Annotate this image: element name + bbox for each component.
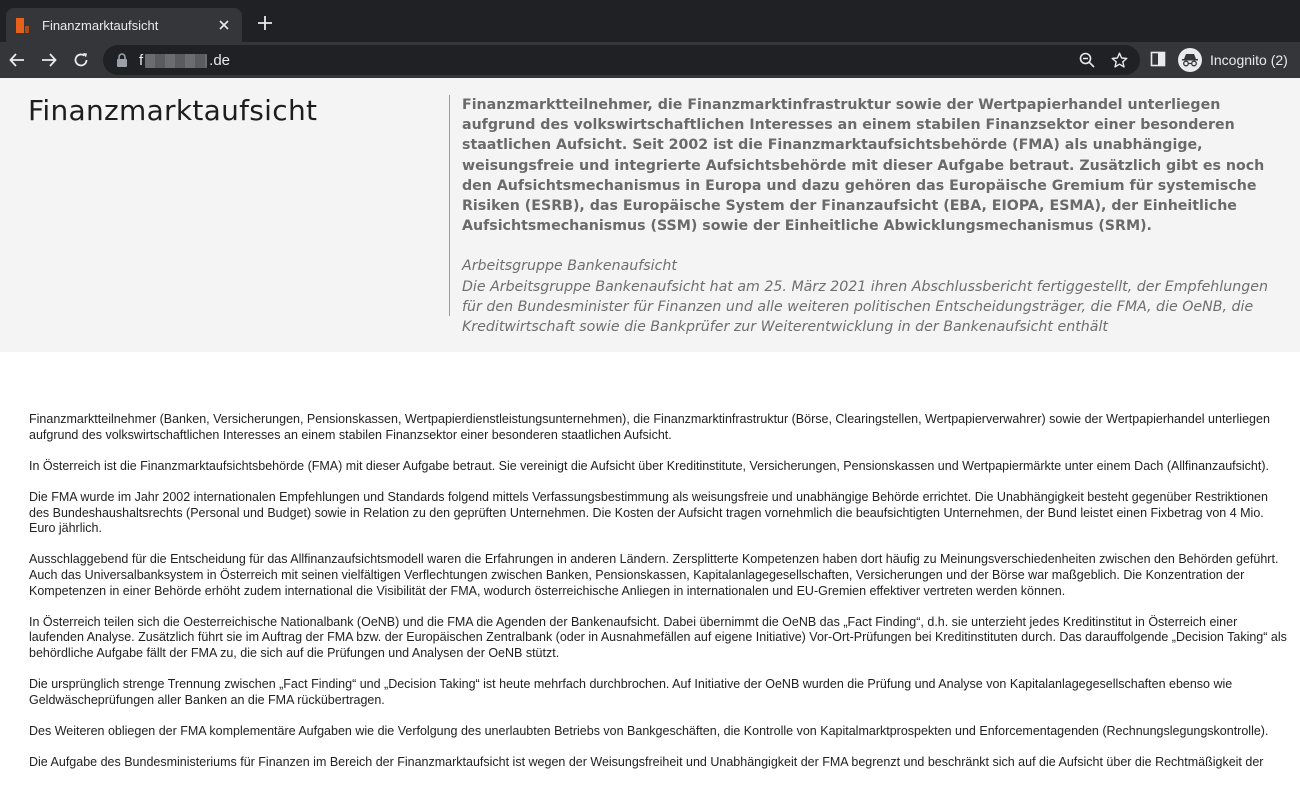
page-viewport — [0, 78, 1300, 800]
hero-divider — [449, 95, 450, 316]
hero-section — [0, 78, 1300, 352]
lock-icon[interactable] — [116, 53, 130, 67]
body-paragraph: Die ursprünglich strenge Trennung zwischen „Fact Finding“ und „Decision Taking“ ist heute mehrfach durchbrochen. Auf Initiative der OeNB wurden die Prüfung und Analyse von Kapitalanlagegesellschaften ebenso wie Geldwäscheprüfungen aller Banken an die FMA rückübertragen. — [29, 677, 1233, 707]
hero-text-block — [462, 95, 1292, 337]
new-tab-button[interactable] — [255, 13, 275, 33]
arrow-left-icon — [9, 52, 25, 68]
incognito-label: Incognito (2) — [1210, 52, 1288, 68]
reload-icon — [73, 52, 89, 68]
zoom-icon[interactable] — [1078, 51, 1096, 69]
incognito-indicator[interactable] — [1178, 47, 1288, 73]
body-paragraph: Des Weiteren obliegen der FMA komplementäre Aufgaben wie die Verfolgung des unerlaubten Betriebs von Bankgeschäften, die Kontrolle von Kapitalmarktprospekten und Enforcementagenden (Rechnungslegungskontrolle). — [29, 723, 1269, 738]
body-paragraph: Die FMA wurde im Jahr 2002 internationalen Empfehlungen und Standards folgend mittels Verfassungsbestimmung als weisungsfreie und unabhängige Behörde errichtet. Die Unabhängigkeit besteht gegenüber Restriktionen des Bundeshaushaltsrechts (Personal und Budget) sowie in Relation zu den geprüften Unternehmen. Die Kosten der Aufsicht tragen vornehmlich die beaufsichtigten Unternehmen, der Bund leistet einen Fixbetrag von 4 Mio. Euro jährlich. — [29, 489, 1268, 536]
tab-title: Finanzmarktaufsicht — [42, 17, 159, 33]
incognito-icon — [1178, 48, 1202, 72]
body-paragraph: Die Aufgabe des Bundesministeriums für Finanzen im Bereich der Finanzmarktaufsicht ist wegen der Weisungsfreiheit und Unabhängigkeit der FMA begrenzt und beschränkt sich auf die Aufsicht über die Rechtmäßigkeit der — [29, 755, 1264, 770]
hero-lead-text: Finanzmarktteilnehmer, die Finanzmarktinfrastruktur sowie der Wertpapierhandel unterliegen aufgrund des volkswirtschaftlichen Interesses an einem stabilen Finanzsektor einer besonderen staatlichen Aufsicht. Seit 2002 ist die Finanzmarktaufsichtsbehörde (FMA) als unabhängige, weisungsfreie und integrierte Aufsichtsbehörde mit dieser Aufgabe betraut. Zusätzlich gibt es noch den Aufsichtsmechanismus in Europa und dazu gehören das Europäische Gremium für systemische Risiken (ESRB), das Europäische System der Finanzaufsicht (EBA, EIOPA, ESMA), der Einheitliche Aufsichtsmechanismus (SSM) sowie der Einheitliche Abwicklungsmechanismus (SRM). — [462, 97, 1265, 235]
back-button[interactable] — [7, 50, 27, 70]
browser-toolbar — [0, 42, 1300, 78]
tab-strip — [0, 0, 1300, 42]
arrow-right-icon — [41, 52, 57, 68]
body-paragraph: Ausschlaggebend für die Entscheidung für das Allfinanzaufsichtsmodell waren die Erfahrungen in anderen Ländern. Zersplitterte Kompetenzen haben dort häufig zu Meinungsverschiedenheiten zwischen den Behörden geführt. Auch das Universalbanksystem in Österreich mit seinen vielfältigen Verflechtungen zwischen Banken, Pensionskassen, Kapitalanlagegesellschaften, Versicherungen und der Börse war maßgeblich. Die Konzentration der Kompetenzen in einer Behörde erhöht zudem international die Visibilität der FMA, wodurch österreichische Anliegen in internationalen und EU-Gremien effektiver vertreten werden können. — [29, 552, 1279, 598]
bookmark-star-icon[interactable] — [1110, 51, 1128, 69]
address-bar[interactable] — [103, 45, 1140, 75]
body-paragraph: In Österreich ist die Finanzmarktaufsichtsbehörde (FMA) mit dieser Aufgabe betraut. Sie vereinigt die Aufsicht über Kreditinstitute, Versicherungen, Pensionskassen und Wertpapiermärkte unter einem Dach (Allfinanzaufsicht). — [29, 458, 1269, 473]
url-text: f .de — [139, 52, 231, 69]
news-heading: Arbeitsgruppe Bankenaufsicht — [462, 258, 677, 275]
browser-tab[interactable] — [6, 8, 242, 42]
side-panel-icon[interactable] — [1150, 51, 1168, 69]
close-tab-icon[interactable] — [216, 17, 232, 33]
body-paragraph: In Österreich teilen sich die Oesterreichische Nationalbank (OeNB) und die FMA die Agenden der Bankenaufsicht. Dabei übernimmt die OeNB das „Fact Finding“, d.h. sie unterzieht jedes Kreditinstitut in Österreich einer laufenden Analyse. Zusätzlich führt sie im Auftrag der FMA bzw. der Europäischen Zentralbank (oder in Ausnahmefällen auf eigene Initiative) Vor-Ort-Prüfungen bei Kreditinstituten durch. Das darauffolgende „Decision Taking“ als behördliche Aufgabe fällt der FMA zu, die sich auf die Prüfungen und Analysen der OeNB stützt. — [29, 614, 1287, 660]
page-title: Finanzmarktaufsicht — [28, 94, 318, 127]
url-redaction — [145, 54, 207, 68]
news-teaser[interactable] — [462, 256, 1292, 337]
reload-button[interactable] — [71, 50, 91, 70]
forward-button[interactable] — [39, 50, 59, 70]
site-favicon-icon — [16, 17, 32, 33]
news-text: Die Arbeitsgruppe Bankenaufsicht hat am 25. März 2021 ihren Abschlussbericht fertiggestellt, der Empfehlungen für den Bundesminister für Finanzen und alle weiteren politischen Entscheidungsträger, die FMA, die OeNB, die Kreditwirtschaft sowie die Bankprüfer zur Weiterentwicklung in der Bankenaufsicht enthält — [462, 278, 1268, 336]
body-paragraph: Finanzmarktteilnehmer (Banken, Versicherungen, Pensionskassen, Wertpapierdienstleistungsunternehmen), die Finanzmarktinfrastruktur (Börse, Clearingstellen, Wertpapierverwahrer) sowie der Wertpapierhandel unterliegen aufgrund des volkswirtschaftlichen Interesses an einem stabilen Finanzsektor einer besonderen staatlichen Aufsicht. — [29, 412, 1270, 442]
article-body — [29, 412, 1291, 786]
